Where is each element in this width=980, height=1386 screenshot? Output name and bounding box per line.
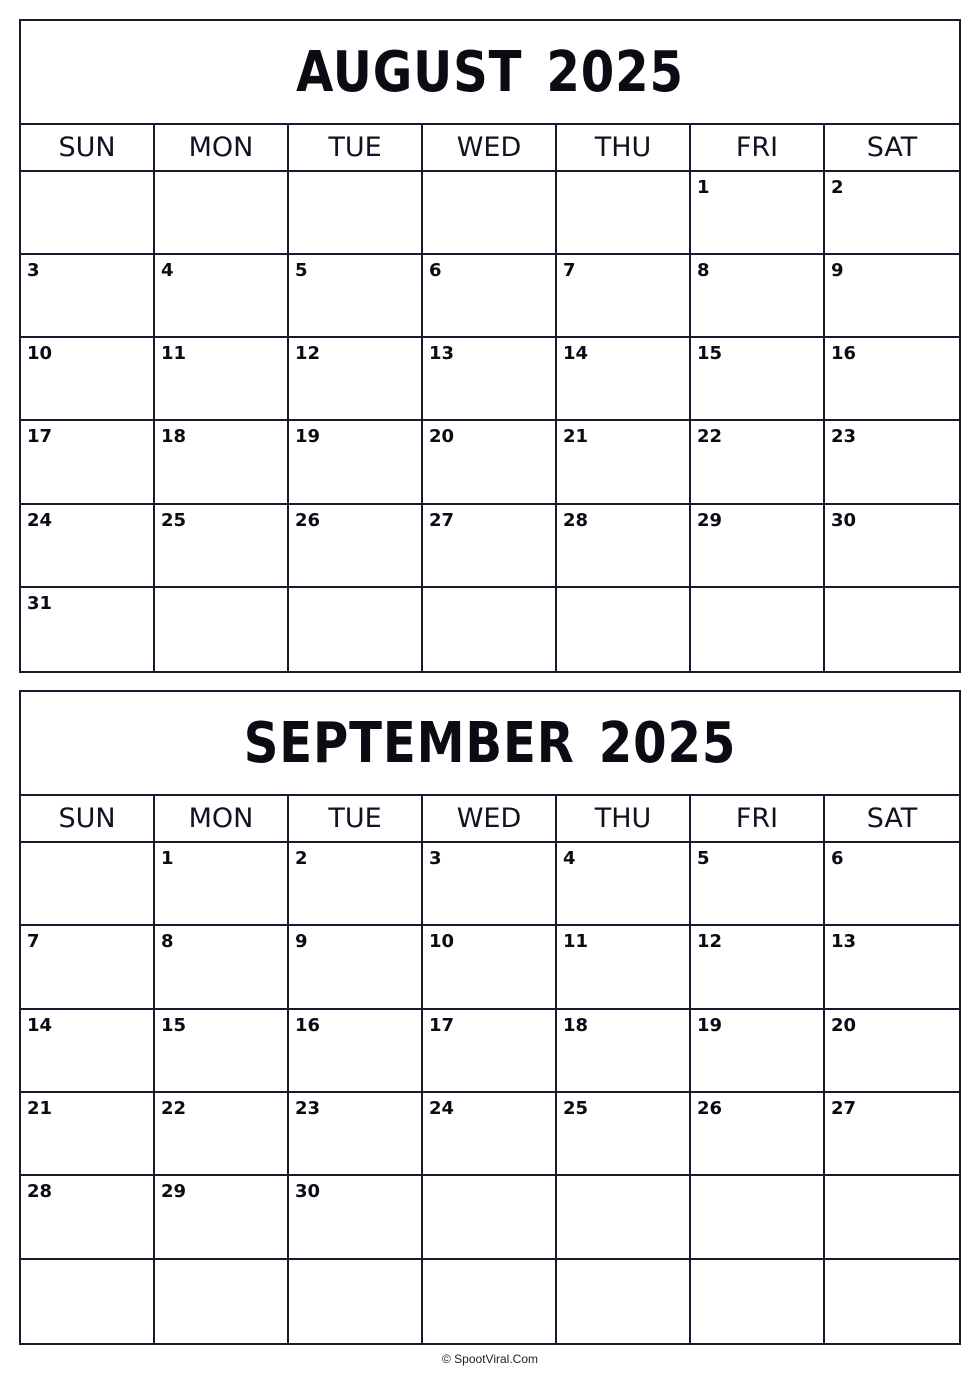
day-cell [423, 505, 557, 588]
day-number: 7 [27, 931, 40, 953]
day-cell [423, 1093, 557, 1176]
day-number: 23 [295, 1098, 321, 1119]
day-cell [155, 843, 289, 926]
day-number: 19 [697, 1014, 723, 1036]
day-number: 7 [563, 260, 576, 282]
day-cell [825, 421, 959, 504]
weekday-sat: SAT [866, 132, 918, 163]
calendar-header [21, 21, 959, 125]
day-number: 24 [429, 1098, 455, 1119]
weekday-fri: FRI [691, 125, 825, 170]
day-cell [289, 843, 423, 926]
day-cell [21, 338, 155, 421]
day-cell [691, 505, 825, 588]
day-number: 2 [831, 177, 844, 198]
day-cell [423, 926, 557, 1009]
day-cell [691, 588, 825, 671]
day-cell [423, 1176, 557, 1259]
day-number: 10 [429, 931, 455, 953]
day-cell [289, 1010, 423, 1093]
day-number: 14 [563, 343, 589, 365]
day-cell [423, 1260, 557, 1343]
copyright-footer: © SpootViral.Com [442, 1352, 538, 1366]
day-cell [691, 1260, 825, 1343]
day-number: 28 [563, 509, 589, 531]
day-number: 19 [295, 426, 321, 448]
day-number: 9 [831, 260, 844, 282]
day-number: 29 [161, 1181, 187, 1203]
day-cell [825, 172, 959, 255]
weekday-sat: SAT [866, 803, 918, 834]
day-number: 4 [161, 260, 174, 282]
day-number: 6 [429, 260, 442, 282]
day-cell [21, 172, 155, 255]
day-cell [155, 255, 289, 338]
day-cell [155, 926, 289, 1009]
day-cell [691, 338, 825, 421]
month-title [87, 21, 894, 123]
day-cell [423, 843, 557, 926]
day-number: 11 [563, 931, 589, 953]
day-number: 27 [429, 509, 455, 531]
day-cell [155, 1093, 289, 1176]
day-number: 23 [831, 426, 857, 448]
day-cell [691, 255, 825, 338]
day-cell [825, 505, 959, 588]
day-cell [557, 588, 691, 671]
day-number: 20 [429, 426, 455, 448]
day-cell [557, 926, 691, 1009]
day-grid [21, 843, 959, 1343]
weekday-thu: THU [557, 125, 691, 170]
day-cell [825, 1176, 959, 1259]
day-cell [289, 926, 423, 1009]
day-number: 12 [295, 343, 321, 365]
day-cell [155, 172, 289, 255]
day-cell [557, 255, 691, 338]
calendar-header [21, 692, 959, 796]
day-number: 3 [429, 848, 442, 869]
day-cell [557, 421, 691, 504]
day-number: 4 [563, 848, 576, 869]
day-number: 26 [697, 1098, 723, 1119]
day-number: 17 [27, 426, 53, 448]
day-cell [155, 421, 289, 504]
day-cell [289, 421, 423, 504]
day-cell [21, 588, 155, 671]
weekday-tue: TUE [289, 125, 423, 170]
calendar-august [19, 19, 961, 673]
day-number: 9 [295, 931, 308, 953]
month-title [87, 692, 894, 794]
weekday-wed: WED [423, 796, 557, 841]
day-cell [21, 1093, 155, 1176]
day-number: 31 [27, 592, 53, 614]
weekday-fri: FRI [691, 796, 825, 841]
day-cell [155, 1176, 289, 1259]
day-cell [289, 255, 423, 338]
day-cell [423, 172, 557, 255]
day-number: 1 [697, 177, 710, 198]
weekday-thu: THU [557, 796, 691, 841]
day-cell [557, 1260, 691, 1343]
day-cell [557, 338, 691, 421]
day-cell [21, 505, 155, 588]
day-cell [825, 338, 959, 421]
day-cell [289, 505, 423, 588]
day-cell [423, 1010, 557, 1093]
month-name: AUGUST [296, 39, 523, 105]
day-cell [155, 505, 289, 588]
day-cell [691, 1093, 825, 1176]
day-number: 20 [831, 1014, 857, 1036]
day-number: 24 [27, 509, 53, 531]
day-cell [691, 172, 825, 255]
weekday-mon: MON [155, 125, 289, 170]
month-name: SEPTEMBER [243, 710, 575, 776]
weekday-sun: SUN [21, 796, 155, 841]
day-number: 30 [295, 1181, 321, 1203]
day-cell [155, 1260, 289, 1343]
day-cell [289, 1093, 423, 1176]
day-cell [691, 926, 825, 1009]
day-number: 30 [831, 509, 857, 531]
day-cell [825, 843, 959, 926]
day-number: 22 [161, 1098, 187, 1119]
weekday-header-row [21, 796, 959, 843]
day-cell [155, 1010, 289, 1093]
day-cell [557, 505, 691, 588]
day-cell [557, 843, 691, 926]
day-cell [825, 588, 959, 671]
day-number: 12 [697, 931, 723, 953]
day-cell [691, 843, 825, 926]
day-cell [691, 421, 825, 504]
day-cell [557, 1176, 691, 1259]
day-number: 13 [429, 343, 455, 365]
day-number: 17 [429, 1014, 455, 1036]
day-cell [155, 338, 289, 421]
day-cell [289, 1176, 423, 1259]
day-number: 18 [563, 1014, 589, 1036]
day-number: 3 [27, 260, 40, 282]
day-cell [825, 1260, 959, 1343]
day-number: 8 [697, 260, 710, 282]
day-number: 11 [161, 343, 187, 365]
day-number: 15 [161, 1014, 187, 1036]
day-cell [21, 1260, 155, 1343]
day-cell [557, 1010, 691, 1093]
day-number: 10 [27, 343, 53, 365]
day-number: 5 [697, 848, 710, 869]
day-number: 25 [563, 1098, 589, 1119]
day-cell [825, 926, 959, 1009]
day-number: 5 [295, 260, 308, 282]
day-number: 29 [697, 509, 723, 531]
day-cell [21, 843, 155, 926]
day-cell [423, 421, 557, 504]
day-cell [423, 255, 557, 338]
day-number: 2 [295, 848, 308, 869]
day-number: 18 [161, 426, 187, 448]
day-cell [423, 588, 557, 671]
day-number: 15 [697, 343, 723, 365]
day-cell [289, 172, 423, 255]
day-number: 1 [161, 848, 174, 869]
day-cell [21, 1176, 155, 1259]
day-number: 28 [27, 1181, 53, 1203]
weekday-mon: MON [155, 796, 289, 841]
day-grid [21, 172, 959, 671]
day-number: 8 [161, 931, 174, 953]
year: 2025 [598, 710, 737, 776]
day-number: 16 [295, 1014, 321, 1036]
day-cell [825, 1093, 959, 1176]
day-number: 21 [27, 1098, 53, 1119]
day-cell [21, 1010, 155, 1093]
day-number: 27 [831, 1098, 857, 1119]
calendar-september [19, 690, 961, 1345]
weekday-header-row [21, 125, 959, 172]
day-cell [691, 1176, 825, 1259]
day-number: 22 [697, 426, 723, 448]
day-number: 13 [831, 931, 857, 953]
weekday-sun: SUN [21, 125, 155, 170]
day-number: 16 [831, 343, 857, 365]
day-cell [21, 926, 155, 1009]
day-cell [21, 255, 155, 338]
day-cell [21, 421, 155, 504]
day-number: 21 [563, 426, 589, 448]
day-cell [825, 255, 959, 338]
day-number: 25 [161, 509, 187, 531]
day-cell [289, 1260, 423, 1343]
day-cell [155, 588, 289, 671]
year: 2025 [546, 39, 684, 105]
day-cell [289, 588, 423, 671]
day-cell [289, 338, 423, 421]
weekday-tue: TUE [289, 796, 423, 841]
day-number: 6 [831, 848, 844, 869]
day-cell [825, 1010, 959, 1093]
day-cell [557, 1093, 691, 1176]
day-number: 14 [27, 1014, 53, 1036]
day-cell [691, 1010, 825, 1093]
day-cell [557, 172, 691, 255]
day-number: 26 [295, 509, 321, 531]
day-cell [423, 338, 557, 421]
weekday-wed: WED [423, 125, 557, 170]
